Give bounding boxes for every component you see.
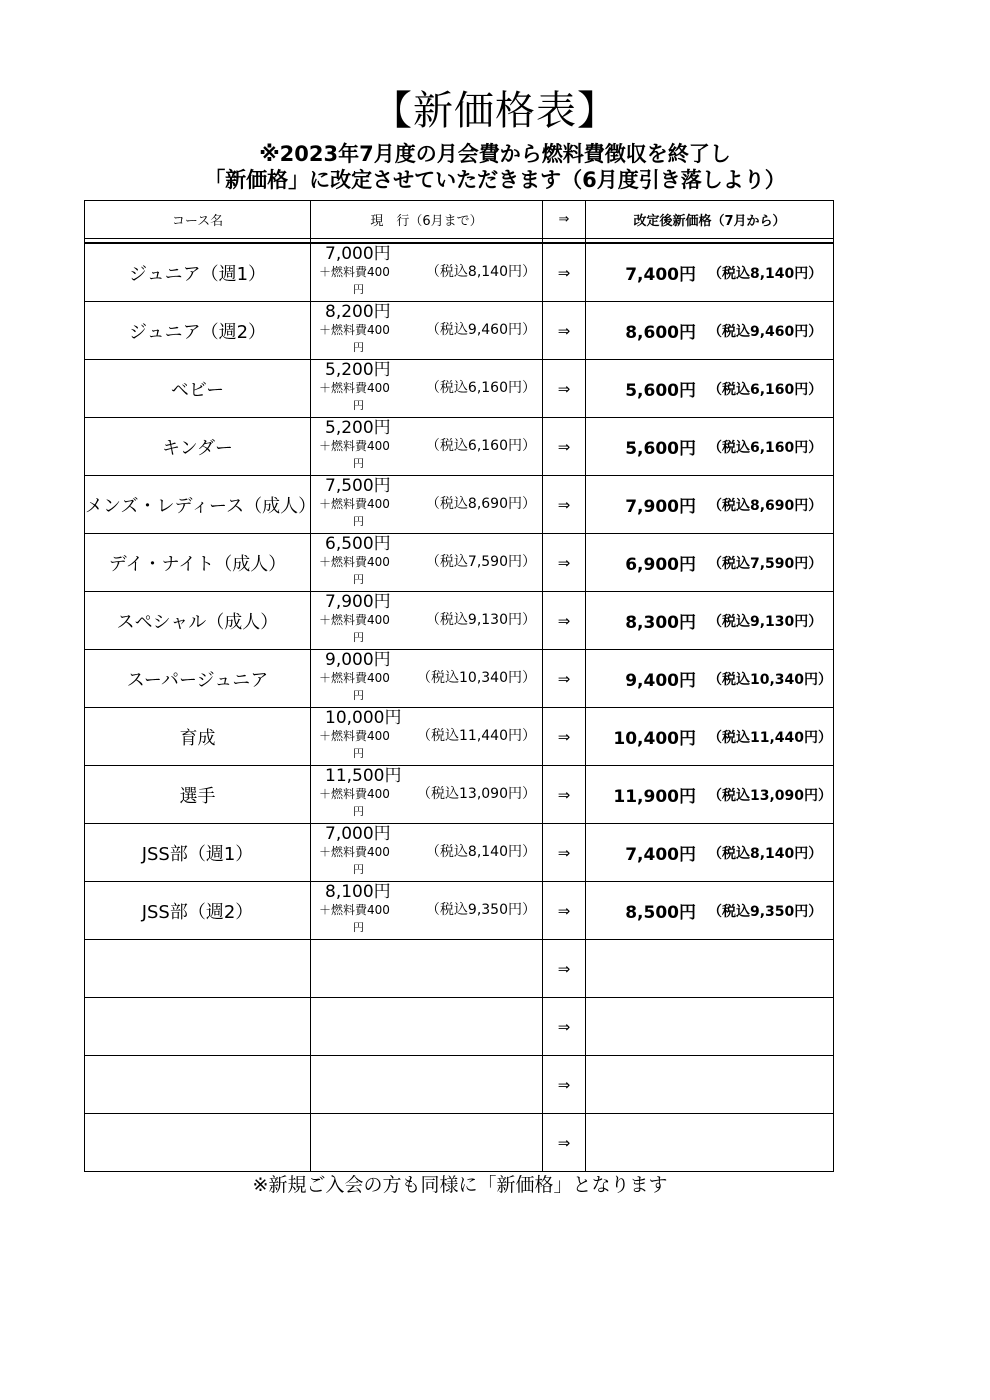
new-price: 9,400円 [625,671,696,691]
arrow-cell: ⇒ [543,1056,586,1114]
new-price-cell [586,766,834,824]
new-price: 8,500円 [625,903,696,923]
empty-cell [311,940,543,998]
fuel-fee-yen: 円 [353,341,364,354]
subtitle-line-2: 「新価格」に改定させていただきます（6月度引き落しより） [204,168,786,192]
new-price-tax: （税込13,090円） [708,787,833,804]
price-table-body [85,201,834,1172]
new-price-tax: （税込9,130円） [708,613,823,630]
new-price: 7,400円 [625,845,696,865]
fuel-fee-label: ＋燃料費400 [319,671,390,685]
empty-table-row [85,1114,834,1172]
table-row [85,302,834,360]
empty-cell [311,1056,543,1114]
fuel-fee-label: ＋燃料費400 [319,845,390,859]
table-row [85,418,834,476]
current-price-cell [311,708,543,766]
new-price-cell [586,650,834,708]
fuel-fee-yen: 円 [353,399,364,412]
course-name: 育成 [85,708,311,766]
arrow-cell: ⇒ [543,418,586,476]
course-name: JSS部（週1） [85,824,311,882]
subtitle-line-1: ※2023年7月度の月会費から燃料費徴収を終了し [259,142,731,166]
current-price: 6,500円 [325,534,391,554]
empty-cell [586,1114,834,1172]
arrow-cell: ⇒ [543,882,586,940]
arrow-cell: ⇒ [543,1114,586,1172]
current-price: 9,000円 [325,650,391,670]
empty-table-row [85,998,834,1056]
fuel-fee-label: ＋燃料費400 [319,729,390,743]
current-price-cell [311,302,543,360]
new-price-tax: （税込9,460円） [708,323,823,340]
table-row [85,650,834,708]
arrow-cell: ⇒ [543,476,586,534]
empty-cell [586,940,834,998]
fuel-fee-label: ＋燃料費400 [319,787,390,801]
current-price-cell [311,360,543,418]
table-row [85,360,834,418]
current-price-cell [311,534,543,592]
arrow-cell: ⇒ [543,998,586,1056]
empty-table-row [85,1056,834,1114]
fuel-fee-yen: 円 [353,805,364,818]
arrow-cell: ⇒ [543,360,586,418]
course-name: キンダー [85,418,311,476]
course-name: ジュニア（週1） [85,243,311,302]
empty-cell [311,998,543,1056]
table-row [85,534,834,592]
current-price-cell [311,650,543,708]
current-price: 7,900円 [325,592,391,612]
current-price-tax: （税込7,590円） [425,554,536,570]
table-row [85,243,834,302]
current-price-cell [311,592,543,650]
header-course: コース名 [85,201,311,239]
new-price-tax: （税込8,690円） [708,497,823,514]
fuel-fee-yen: 円 [353,457,364,470]
new-price-cell [586,708,834,766]
fuel-fee-yen: 円 [353,921,364,934]
fuel-fee-label: ＋燃料費400 [319,439,390,453]
current-price-tax: （税込6,160円） [425,438,536,454]
course-name: スペシャル（成人） [85,592,311,650]
new-price-tax: （税込10,340円） [708,671,833,688]
current-price: 8,200円 [325,302,391,322]
new-price: 5,600円 [625,381,696,401]
fuel-fee-yen: 円 [353,689,364,702]
empty-cell [85,1056,311,1114]
current-price: 5,200円 [325,418,391,438]
new-price-cell [586,534,834,592]
new-price: 7,900円 [625,497,696,517]
fuel-fee-label: ＋燃料費400 [319,903,390,917]
new-price-tax: （税込6,160円） [708,439,823,456]
new-price-cell [586,418,834,476]
arrow-cell: ⇒ [543,302,586,360]
table-row [85,708,834,766]
header-current: 現 行（6月まで） [311,201,543,239]
table-header-row [85,201,834,239]
new-price: 11,900円 [613,787,696,807]
fuel-fee-label: ＋燃料費400 [319,381,390,395]
arrow-cell: ⇒ [543,534,586,592]
new-price: 5,600円 [625,439,696,459]
current-price-cell [311,882,543,940]
current-price-cell [311,766,543,824]
current-price-tax: （税込8,690円） [425,496,536,512]
current-price: 5,200円 [325,360,391,380]
course-name: ジュニア（週2） [85,302,311,360]
current-price-tax: （税込9,130円） [425,612,536,628]
current-price-tax: （税込9,350円） [425,902,536,918]
table-row [85,882,834,940]
current-price-tax: （税込9,460円） [425,322,536,338]
new-price-cell [586,882,834,940]
current-price-cell [311,418,543,476]
fuel-fee-label: ＋燃料費400 [319,613,390,627]
fuel-fee-label: ＋燃料費400 [319,555,390,569]
empty-table-row [85,940,834,998]
arrow-cell: ⇒ [543,708,586,766]
course-name: ベビー [85,360,311,418]
arrow-cell: ⇒ [543,940,586,998]
course-name: JSS部（週2） [85,882,311,940]
arrow-cell: ⇒ [543,766,586,824]
table-row [85,766,834,824]
empty-cell [586,998,834,1056]
fuel-fee-yen: 円 [353,573,364,586]
empty-cell [311,1114,543,1172]
header-new: 改定後新価格（7月から） [586,201,834,239]
fuel-fee-label: ＋燃料費400 [319,323,390,337]
current-price-cell [311,476,543,534]
current-price: 7,000円 [325,244,391,264]
current-price: 7,000円 [325,824,391,844]
price-table [84,200,834,1172]
fuel-fee-yen: 円 [353,515,364,528]
empty-cell [85,1114,311,1172]
new-price-tax: （税込8,140円） [708,265,823,282]
fuel-fee-label: ＋燃料費400 [319,497,390,511]
new-price: 10,400円 [613,729,696,749]
new-price-cell [586,824,834,882]
current-price-tax: （税込6,160円） [425,380,536,396]
current-price-tax: （税込13,090円） [417,786,536,802]
current-price: 8,100円 [325,882,391,902]
current-price-cell [311,243,543,302]
empty-cell [85,998,311,1056]
new-price-tax: （税込6,160円） [708,381,823,398]
current-price-tax: （税込11,440円） [417,728,536,744]
arrow-cell: ⇒ [543,824,586,882]
header-arrow: ⇒ [543,201,586,239]
arrow-cell: ⇒ [543,650,586,708]
fuel-fee-yen: 円 [353,631,364,644]
current-price: 10,000円 [325,708,402,728]
new-price-tax: （税込8,140円） [708,845,823,862]
fuel-fee-yen: 円 [353,747,364,760]
new-price-cell [586,360,834,418]
empty-cell [85,940,311,998]
course-name: スーパージュニア [85,650,311,708]
current-price-tax: （税込10,340円） [417,670,536,686]
new-price: 6,900円 [625,555,696,575]
new-price: 7,400円 [625,265,696,285]
fuel-fee-yen: 円 [353,283,364,296]
course-name: メンズ・レディース（成人） [85,476,311,534]
arrow-cell: ⇒ [543,592,586,650]
page-title: 【新価格表】 [372,88,618,134]
new-price-cell [586,476,834,534]
new-price: 8,600円 [625,323,696,343]
current-price-tax: （税込8,140円） [425,844,536,860]
new-price-cell [586,302,834,360]
current-price: 11,500円 [325,766,402,786]
new-price-tax: （税込7,590円） [708,555,823,572]
current-price-tax: （税込8,140円） [425,264,536,280]
new-price-tax: （税込11,440円） [708,729,833,746]
fuel-fee-yen: 円 [353,863,364,876]
course-name: デイ・ナイト（成人） [85,534,311,592]
empty-cell [586,1056,834,1114]
course-name: 選手 [85,766,311,824]
fuel-fee-label: ＋燃料費400 [319,265,390,279]
new-price-tax: （税込9,350円） [708,903,823,920]
new-price-cell [586,243,834,302]
new-price-cell [586,592,834,650]
current-price: 7,500円 [325,476,391,496]
table-row [85,592,834,650]
current-price-cell [311,824,543,882]
arrow-cell: ⇒ [543,243,586,302]
new-price: 8,300円 [625,613,696,633]
table-row [85,824,834,882]
footnote: ※新規ご入会の方も同様に「新価格」となります [252,1174,668,1196]
table-row [85,476,834,534]
